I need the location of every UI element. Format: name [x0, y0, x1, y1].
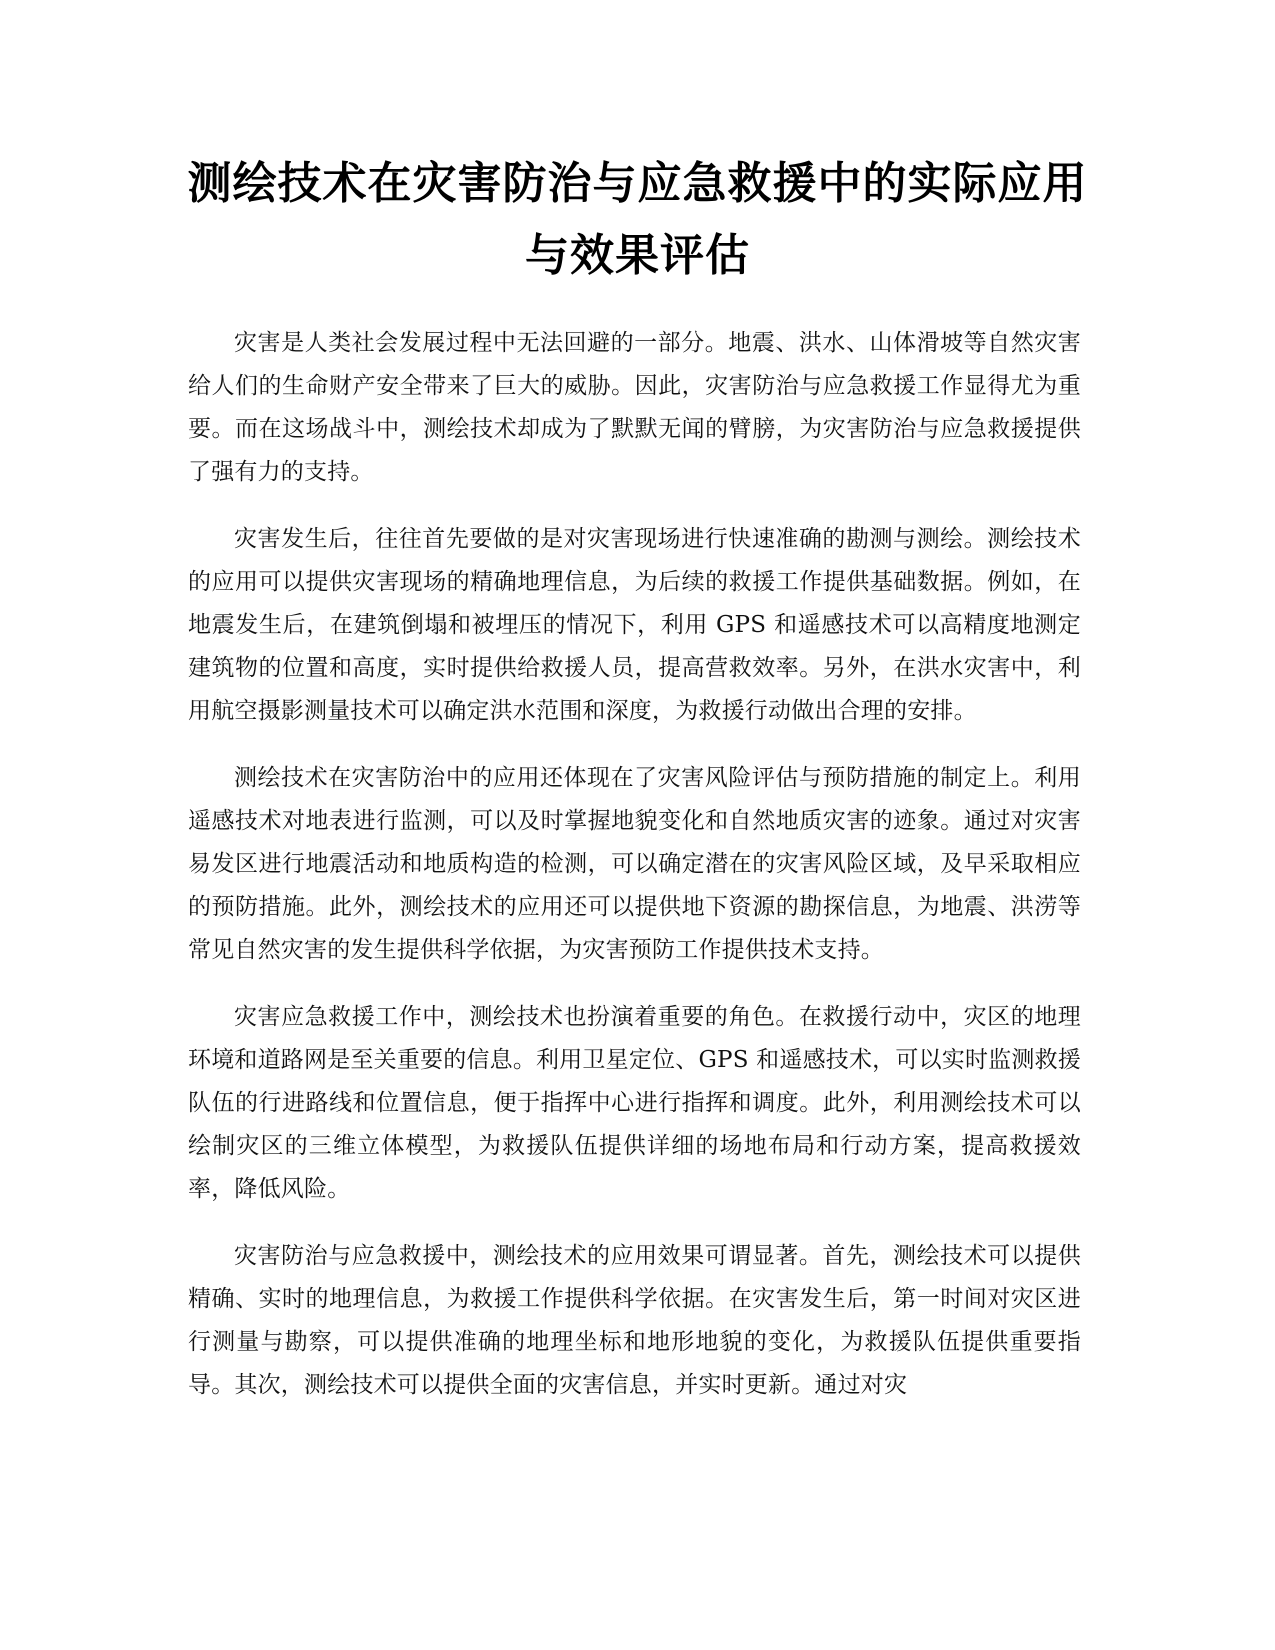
paragraph-4: 灾害应急救援工作中，测绘技术也扮演着重要的角色。在救援行动中，灾区的地理环境和道路网是至关重要的信息。利用卫星定位、GPS 和遥感技术，可以实时监测救援队伍的行进路线和位置信息，便于指挥中心进行指挥和调度。此外，利用测绘技术可以绘制灾区的三维立体模型，为救援队伍提供详细的场地布局和行动方案，提高救援效率，降低风险。 [188, 1004, 1081, 1202]
document-title: 测绘技术在灾害防治与应急救援中的实际应用与效果评估 [187, 158, 1088, 281]
paragraph-5: 灾害防治与应急救援中，测绘技术的应用效果可谓显著。首先，测绘技术可以提供精确、实时的地理信息，为救援工作提供科学依据。在灾害发生后，第一时间对灾区进行测量与勘察，可以提供准确的地理坐标和地形地貌的变化，为救援队伍提供重要指导。其次，测绘技术可以提供全面的灾害信息，并实时更新。通过对灾 [188, 1243, 1081, 1398]
paragraph-1: 灾害是人类社会发展过程中无法回避的一部分。地震、洪水、山体滑坡等自然灾害给人们的生命财产安全带来了巨大的威胁。因此，灾害防治与应急救援工作显得尤为重要。而在这场战斗中，测绘技术却成为了默默无闻的臂膀，为灾害防治与应急救援提供了强有力的支持。 [188, 330, 1081, 485]
paragraph-2: 灾害发生后，往往首先要做的是对灾害现场进行快速准确的勘测与测绘。测绘技术的应用可以提供灾害现场的精确地理信息，为后续的救援工作提供基础数据。例如，在地震发生后，在建筑倒塌和被埋压的情况下，利用 GPS 和遥感技术可以高精度地测定建筑物的位置和高度，实时提供给救援人员，提高营救效率。另外，在洪水灾害中，利用航空摄影测量技术可以确定洪水范围和深度，为救援行动做出合理的安排。 [188, 526, 1081, 724]
paragraph-3: 测绘技术在灾害防治中的应用还体现在了灾害风险评估与预防措施的制定上。利用遥感技术对地表进行监测，可以及时掌握地貌变化和自然地质灾害的迹象。通过对灾害易发区进行地震活动和地质构造的检测，可以确定潜在的灾害风险区域，及早采取相应的预防措施。此外，测绘技术的应用还可以提供地下资源的勘探信息，为地震、洪涝等常见自然灾害的发生提供科学依据，为灾害预防工作提供技术支持。 [188, 765, 1081, 963]
document-body [188, 322, 1081, 1431]
